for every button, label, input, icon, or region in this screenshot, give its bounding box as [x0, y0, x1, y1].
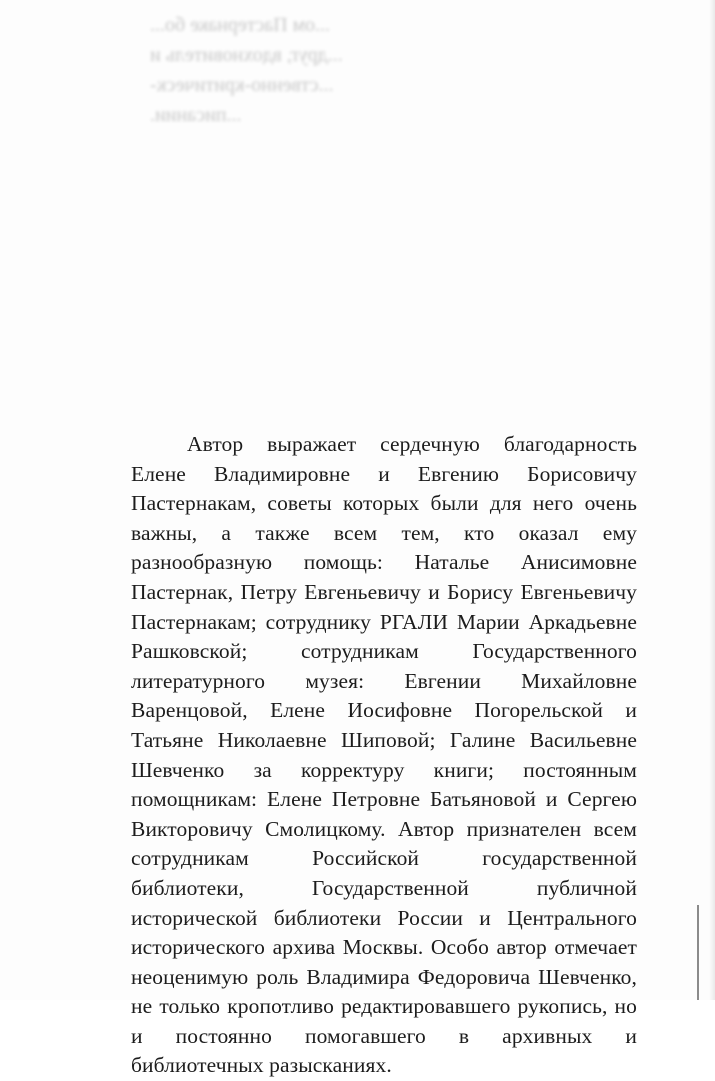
page-edge-shadow [709, 0, 715, 1000]
acknowledgment-paragraph: Автор выражает сердечную благодарность Елене Владимировне и Евгению Борисовичу Пастернакам, советы которых были для него очень важны, а также всем тем, кто оказал ему разнообразную помощь: Наталье Анисимовне Пастернак, Петру Евгеньевичу и Борису Евгеньевичу Пастернакам; сотруднику РГАЛИ Марии Аркадьевне Рашковской; сотрудникам Государственного литературного музея: Евгении Михайловне Варенцовой, Елене Иосифовне Погорельской и Татьяне Николаевне Шиповой; Галине Васильевне Шевченко за корректуру книги; постоянным помощникам: Елене Петровне Батьяновой и Сергею Викторовичу Смолицкому. Автор признателен всем сотрудникам Российской государственной библиотеки, Государственной публичной исторической библиотеки России и Центрального исторического архива Москвы. Особо автор отмечает неоценимую роль Владимира Федоровича Шевченко, не только кропотливо редактировавшего рукопись, но и постоянно помогавшего в архивных и библиотечных разысканиях. [131, 432, 637, 1078]
bleed-line: ...ственно-критическ- [150, 74, 334, 96]
bleed-through-text [150, 10, 570, 130]
page-edge-line [697, 905, 699, 1000]
acknowledgment-block [131, 430, 637, 1081]
bleed-line: ...писании. [150, 104, 242, 126]
bleed-line: ...ом Пастернаке бо... [150, 14, 330, 36]
bleed-line: ...друг, вдохновитель и [150, 44, 343, 66]
